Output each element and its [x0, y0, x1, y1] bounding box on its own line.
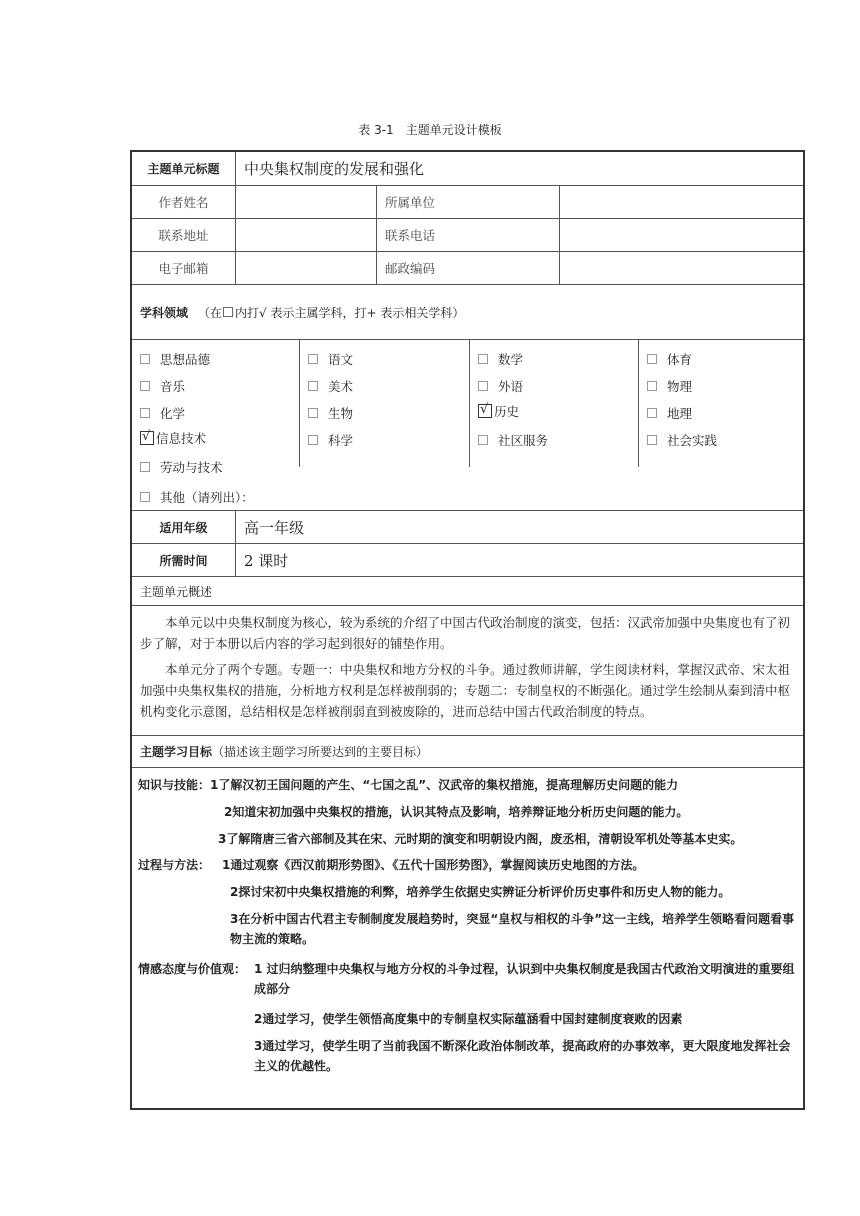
subject-hint-post: 内打√ 表示主属学科，打+ 表示相关学科）	[235, 305, 465, 320]
title-label: 主题单元标题	[147, 162, 220, 176]
goal-text: 1了解汉初王国问题的产生、“七国之乱”、汉武帝的集权措施，提高理解历史问题的能力	[210, 778, 679, 792]
postcode-label: 邮政编码	[376, 252, 559, 284]
subject-header-row	[132, 285, 803, 340]
checked-checkbox-icon[interactable]	[140, 431, 154, 445]
info-row	[132, 252, 803, 285]
emotion-label: 情感态度与价值观：	[138, 962, 247, 976]
subject-option[interactable]	[478, 402, 519, 420]
process-goal-3: 3在分析中国古代君主专制制度发展趋势时，突显“皇权与相权的斗争”这一主线，培养学生领略看问题看事物主流的策略。	[230, 912, 795, 946]
knowledge-label: 知识与技能：	[138, 778, 211, 792]
subject-column	[132, 340, 300, 475]
info-row	[132, 219, 803, 252]
phone-label: 联系电话	[376, 219, 559, 251]
email-field[interactable]	[235, 252, 376, 284]
subject-option[interactable]	[308, 404, 353, 422]
knowledge-goal-2: 2知道宋初加强中央集权的措施，认识其特点及影响，培养辩证地分析历史问题的能力。	[224, 805, 689, 819]
subject-option[interactable]	[308, 377, 353, 395]
goals-hint: （描述该主题学习所要达到的主要目标）	[212, 745, 429, 759]
subject-option[interactable]	[140, 458, 223, 476]
subject-option[interactable]	[140, 404, 185, 422]
subject-option[interactable]	[647, 377, 692, 395]
subject-name: 思想品德	[160, 352, 211, 367]
goals-content	[132, 768, 803, 1108]
checkbox-icon[interactable]	[308, 381, 318, 391]
subject-option[interactable]	[140, 350, 210, 368]
checkbox-icon[interactable]	[478, 354, 488, 364]
process-goal-2: 2探讨宋初中央集权措施的利弊，培养学生依据史实辨证分析评价历史事件和历史人物的能力。	[230, 885, 731, 899]
process-label: 过程与方法：	[138, 858, 211, 872]
subject-option[interactable]	[647, 350, 692, 368]
subject-option[interactable]	[308, 431, 353, 449]
subject-name: 生物	[328, 406, 354, 421]
overview-paragraph: 本单元分了两个专题。专题一：中央集权和地方分权的斗争。通过教师讲解，学生阅读材料，掌握汉武帝、宋太祖加强中央集权集权的措施，分析地方权利是怎样被削弱的；专题二：专制皇权的不断强化。通过学生绘制从秦到清中枢机构变化示意图，总结相权是怎样被削弱直到被废除的，进而总结中国古代政治制度的特点。	[140, 662, 791, 719]
subject-name: 体育	[667, 352, 693, 367]
subject-name: 物理	[667, 379, 693, 394]
unit-label: 所属单位	[376, 186, 559, 218]
subject-option[interactable]	[308, 350, 353, 368]
checkbox-icon[interactable]	[308, 354, 318, 364]
title-row	[132, 152, 803, 186]
checkbox-icon[interactable]	[478, 435, 488, 445]
checkbox-icon[interactable]	[647, 408, 657, 418]
subject-label: 学科领域	[140, 305, 189, 320]
overview-label-row	[132, 577, 803, 606]
time-value[interactable]: 2 课时	[235, 544, 803, 576]
table-caption: 表 3-1 主题单元设计模板	[358, 123, 502, 137]
subject-column	[470, 340, 639, 467]
checked-checkbox-icon[interactable]	[478, 404, 492, 418]
subject-hint-pre: （在	[198, 305, 223, 320]
knowledge-goal-3: 3了解隋唐三省六部制及其在宋、元时期的演变和明朝设内阁，废丞相，清朝设军机处等基本史实。	[218, 832, 743, 846]
subject-name: 社会实践	[667, 433, 718, 448]
emotion-goal-3: 3通过学习，使学生明了当前我国不断深化政治体制改革，提高政府的办事效率，更大限度地发挥社会主义的优越性。	[254, 1039, 791, 1073]
address-label: 联系地址	[158, 228, 209, 243]
checkbox-icon[interactable]	[140, 492, 150, 502]
subject-name: 外语	[498, 379, 524, 394]
knowledge-goal-1	[138, 775, 678, 795]
subject-name: 地理	[667, 406, 693, 421]
grade-value[interactable]: 高一年级	[235, 511, 803, 543]
email-label: 电子邮箱	[158, 261, 209, 276]
checkbox-sample-icon	[223, 307, 233, 317]
author-label: 作者姓名	[158, 195, 209, 210]
unit-field[interactable]	[559, 186, 803, 218]
subject-name: 音乐	[160, 379, 186, 394]
checkbox-icon[interactable]	[647, 435, 657, 445]
checkbox-icon[interactable]	[647, 381, 657, 391]
subject-option[interactable]	[140, 429, 206, 447]
subject-column	[300, 340, 470, 467]
address-field[interactable]	[235, 219, 376, 251]
checkbox-icon[interactable]	[140, 354, 150, 364]
other-subject-row	[132, 480, 803, 511]
other-subject-label: 其他（请列出）：	[160, 490, 254, 505]
subject-name: 信息技术	[156, 431, 207, 446]
subject-name: 美术	[328, 379, 354, 394]
subject-option[interactable]	[140, 377, 185, 395]
checkbox-icon[interactable]	[478, 381, 488, 391]
subject-name: 社区服务	[498, 433, 549, 448]
grade-row	[132, 511, 803, 544]
checkbox-icon[interactable]	[140, 408, 150, 418]
subject-option[interactable]	[647, 404, 692, 422]
subject-option[interactable]	[478, 350, 523, 368]
overview-paragraph: 本单元以中央集权制度为核心，较为系统的介绍了中国古代政治制度的演变，包括：汉武帝加强中央集度也有了初步了解，对于本册以后内容的学习起到很好的铺垫作用。	[140, 615, 791, 651]
checkbox-icon[interactable]	[140, 381, 150, 391]
phone-field[interactable]	[559, 219, 803, 251]
title-value[interactable]: 中央集权制度的发展和强化	[235, 152, 803, 185]
checkbox-icon[interactable]	[308, 435, 318, 445]
unit-design-table	[130, 150, 805, 1110]
subject-name: 历史	[494, 404, 520, 419]
checkbox-icon[interactable]	[647, 354, 657, 364]
goals-label: 主题学习目标	[140, 745, 213, 759]
author-field[interactable]	[235, 186, 376, 218]
subject-name: 化学	[160, 406, 186, 421]
subject-column	[639, 340, 803, 480]
subject-header	[140, 285, 803, 339]
subject-option[interactable]	[647, 431, 717, 449]
subject-name: 科学	[328, 433, 354, 448]
emotion-goal-1: 1 过归纳整理中央集权与地方分权的斗争过程，认识到中央集权制度是我国古代政治文明演进的重要组成部分	[254, 962, 795, 996]
subject-option[interactable]	[478, 431, 548, 449]
overview-content	[132, 606, 803, 736]
grade-label: 适用年级	[159, 520, 208, 535]
process-goal-1	[138, 855, 644, 875]
checkbox-icon[interactable]	[140, 462, 150, 472]
checkbox-icon[interactable]	[308, 408, 318, 418]
time-label: 所需时间	[159, 553, 208, 568]
goals-header	[140, 736, 803, 767]
subject-name: 语文	[328, 352, 354, 367]
subject-option[interactable]	[478, 377, 523, 395]
overview-label: 主题单元概述	[140, 584, 213, 599]
goal-text: 1通过观察《西汉前期形势图》、《五代十国形势图》，掌握阅读历史地图的方法。	[222, 858, 645, 872]
other-subject-option[interactable]	[140, 488, 254, 506]
info-row	[132, 186, 803, 219]
subject-name: 劳动与技术	[160, 460, 223, 475]
goals-header-row	[132, 736, 803, 768]
time-row	[132, 544, 803, 577]
emotion-goal-2: 2通过学习，使学生领悟高度集中的专制皇权实际蕴涵看中国封建制度衰败的因素	[254, 1012, 683, 1026]
postcode-field[interactable]	[559, 252, 803, 284]
subject-grid	[132, 340, 803, 480]
subject-name: 数学	[498, 352, 524, 367]
